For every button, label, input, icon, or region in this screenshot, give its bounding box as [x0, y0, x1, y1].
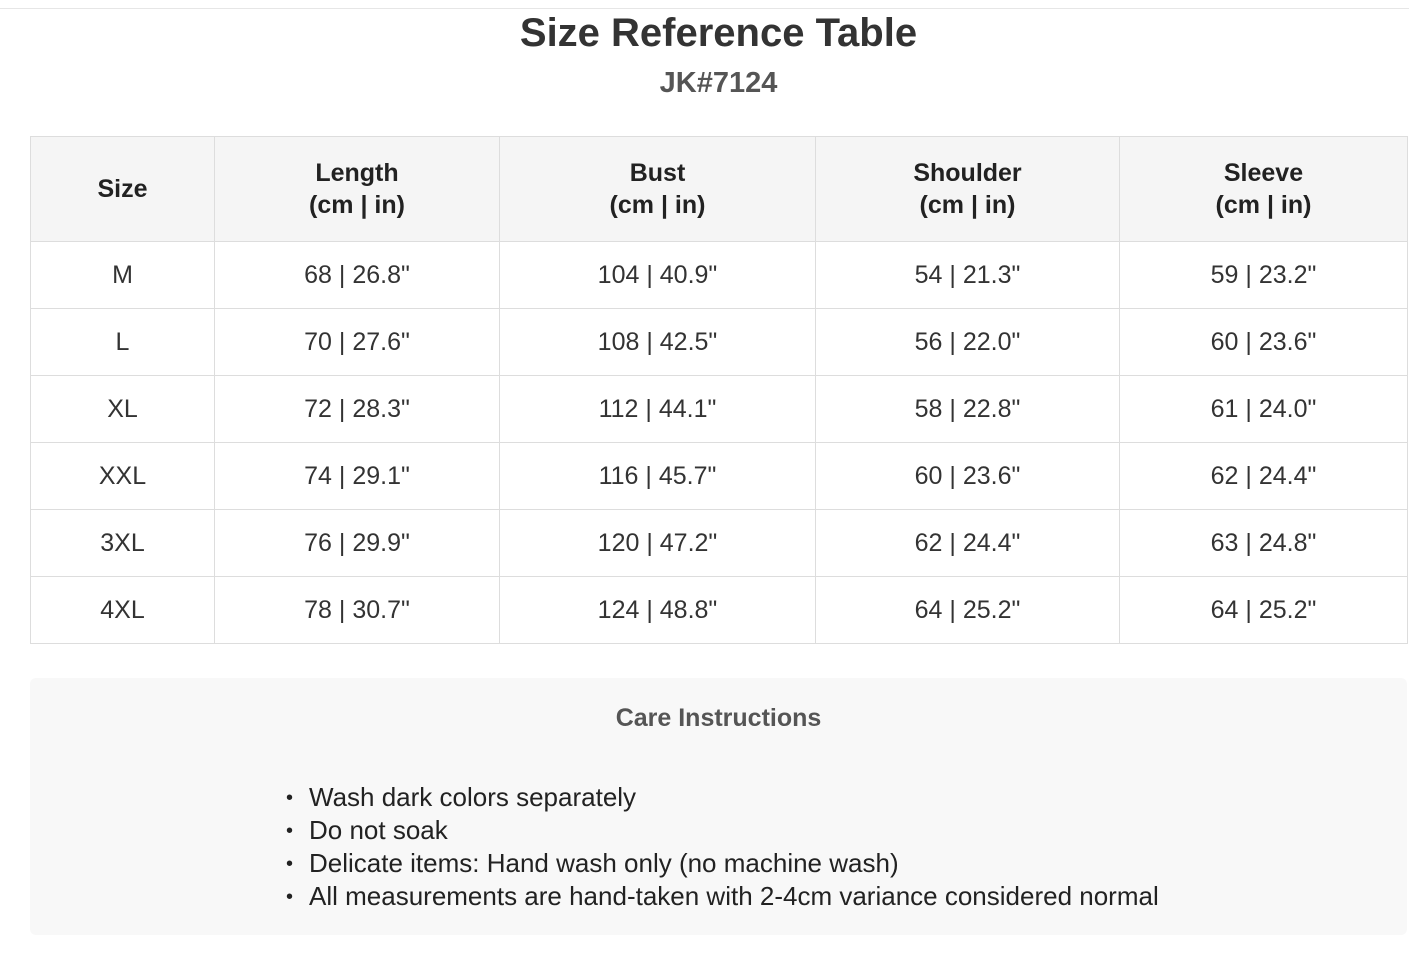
table-row — [31, 510, 1408, 577]
cell-size: 3XL — [31, 510, 215, 577]
table-header-row — [31, 137, 1408, 242]
header-length-unit: (cm | in) — [309, 191, 405, 219]
bullet-icon: • — [286, 886, 294, 908]
cell-bust: 124 | 48.8" — [500, 577, 816, 644]
cell-bust: 108 | 42.5" — [500, 309, 816, 376]
care-instructions-title: Care Instructions — [615, 704, 822, 732]
header-bust-unit: (cm | in) — [609, 191, 706, 219]
cell-size: 4XL — [31, 577, 215, 644]
header-sleeve — [1120, 137, 1408, 242]
list-item — [286, 814, 1159, 847]
care-instructions-list — [286, 781, 1159, 913]
cell-bust: 104 | 40.9" — [500, 242, 816, 309]
page-title: Size Reference Table — [519, 11, 918, 55]
care-item-text: Wash dark colors separately — [309, 782, 637, 812]
cell-sleeve: 62 | 24.4" — [1120, 443, 1408, 510]
header-sleeve-unit: (cm | in) — [1215, 191, 1312, 219]
bullet-icon: • — [286, 787, 294, 809]
care-item-text: Delicate items: Hand wash only (no machine wash) — [309, 848, 899, 878]
care-instructions-panel — [30, 678, 1407, 935]
bullet-icon: • — [286, 820, 294, 842]
cell-shoulder: 56 | 22.0" — [816, 309, 1120, 376]
table-row — [31, 309, 1408, 376]
header-length-label: Length — [315, 159, 399, 187]
cell-size: M — [31, 242, 215, 309]
table-row — [31, 242, 1408, 309]
cell-shoulder: 58 | 22.8" — [816, 376, 1120, 443]
table-row — [31, 443, 1408, 510]
list-item — [286, 847, 1159, 880]
header-shoulder-unit: (cm | in) — [919, 191, 1016, 219]
list-item — [286, 781, 1159, 814]
cell-shoulder: 64 | 25.2" — [816, 577, 1120, 644]
cell-shoulder: 54 | 21.3" — [816, 242, 1120, 309]
list-item — [286, 880, 1159, 913]
cell-bust: 112 | 44.1" — [500, 376, 816, 443]
header-length — [215, 137, 500, 242]
cell-bust: 116 | 45.7" — [500, 443, 816, 510]
cell-sleeve: 60 | 23.6" — [1120, 309, 1408, 376]
cell-length: 76 | 29.9" — [215, 510, 500, 577]
table-row — [31, 577, 1408, 644]
top-divider — [0, 8, 1409, 9]
header-size — [31, 137, 215, 242]
cell-shoulder: 62 | 24.4" — [816, 510, 1120, 577]
cell-size: L — [31, 309, 215, 376]
cell-sleeve: 61 | 24.0" — [1120, 376, 1408, 443]
cell-bust: 120 | 47.2" — [500, 510, 816, 577]
cell-length: 74 | 29.1" — [215, 443, 500, 510]
care-item-text: Do not soak — [309, 815, 448, 845]
cell-length: 70 | 27.6" — [215, 309, 500, 376]
product-code: JK#7124 — [659, 67, 778, 99]
cell-length: 72 | 28.3" — [215, 376, 500, 443]
care-item-text: All measurements are hand-taken with 2-4cm variance considered normal — [309, 881, 1159, 911]
table-row — [31, 376, 1408, 443]
size-table — [30, 136, 1408, 644]
cell-length: 78 | 30.7" — [215, 577, 500, 644]
bullet-icon: • — [286, 853, 294, 875]
cell-size: XXL — [31, 443, 215, 510]
cell-length: 68 | 26.8" — [215, 242, 500, 309]
header-shoulder-label: Shoulder — [913, 159, 1022, 187]
header-size-label: Size — [97, 175, 148, 203]
header-sleeve-label: Sleeve — [1223, 159, 1304, 187]
cell-size: XL — [31, 376, 215, 443]
cell-sleeve: 59 | 23.2" — [1120, 242, 1408, 309]
header-shoulder — [816, 137, 1120, 242]
header-bust — [500, 137, 816, 242]
header-bust-label: Bust — [629, 159, 686, 187]
cell-sleeve: 63 | 24.8" — [1120, 510, 1408, 577]
cell-shoulder: 60 | 23.6" — [816, 443, 1120, 510]
cell-sleeve: 64 | 25.2" — [1120, 577, 1408, 644]
